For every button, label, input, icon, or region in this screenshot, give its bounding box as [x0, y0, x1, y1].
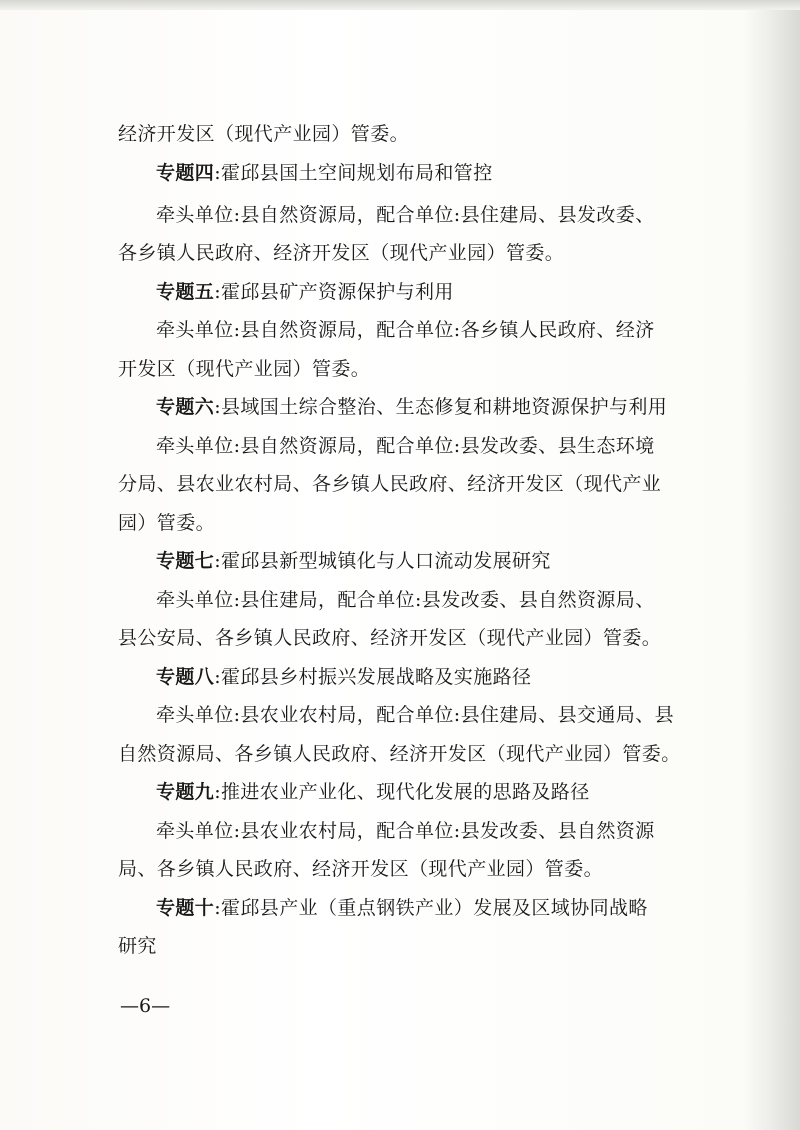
text-line: 开发区（现代产业园）管委。 [118, 358, 371, 380]
topic-title: :推进农业产业化、现代化发展的思路及路径 [214, 781, 590, 803]
topic-heading [156, 780, 590, 804]
text-line: 牵头单位:县住建局，配合单位:县发改委、县自然资源局、 [156, 589, 655, 611]
topic-heading [156, 665, 531, 689]
text-line: 局、各乡镇人民政府、经济开发区（现代产业园）管委。 [118, 858, 604, 880]
topic-label: 专题九 [156, 781, 215, 803]
topic-title: :霍邱县新型城镇化与人口流动发展研究 [214, 550, 551, 572]
topic-title: :霍邱县产业（重点钢铁产业）发展及区域协同战略 [214, 897, 648, 919]
text-line: 分局、县农业农村局、各乡镇人民政府、经济开发区（现代产业 [118, 473, 662, 495]
page-number: —6— [120, 995, 171, 1017]
topic-heading [156, 395, 667, 419]
topic-title: :霍邱县矿产资源保护与利用 [214, 281, 454, 303]
text-line: 经济开发区（现代产业园）管委。 [118, 123, 410, 145]
text-line: 牵头单位:县自然资源局，配合单位:各乡镇人民政府、经济 [156, 319, 655, 341]
text-line: 县公安局、各乡镇人民政府、经济开发区（现代产业园）管委。 [118, 627, 662, 649]
text-line: 牵头单位:县自然资源局，配合单位:县住建局、县发改委、 [156, 204, 655, 226]
topic-title: :县域国土综合整治、生态修复和耕地资源保护与利用 [214, 396, 668, 418]
text-line: 牵头单位:县农业农村局，配合单位:县发改委、县自然资源 [156, 820, 655, 842]
topic-label: 专题四 [156, 162, 215, 184]
topic-label: 专题七 [156, 550, 215, 572]
topic-label: 专题六 [156, 396, 215, 418]
topic-label: 专题八 [156, 666, 215, 688]
text-line: 自然资源局、各乡镇人民政府、经济开发区（现代产业园）管委。 [118, 743, 681, 765]
topic-heading [156, 549, 551, 573]
text-line: 研究 [118, 935, 157, 957]
scan-top-edge [0, 0, 800, 10]
topic-heading [156, 896, 648, 920]
topic-heading [156, 161, 493, 185]
topic-title: :霍邱县国土空间规划布局和管控 [214, 162, 493, 184]
text-line: 牵头单位:县自然资源局，配合单位:县发改委、县生态环境 [156, 435, 655, 457]
topic-label: 专题十 [156, 897, 215, 919]
topic-heading [156, 280, 454, 304]
text-line: 园）管委。 [118, 512, 216, 534]
text-line: 各乡镇人民政府、经济开发区（现代产业园）管委。 [118, 242, 565, 264]
topic-title: :霍邱县乡村振兴发展战略及实施路径 [214, 666, 532, 688]
text-line: 牵头单位:县农业农村局，配合单位:县住建局、县交通局、县 [156, 704, 675, 726]
topic-label: 专题五 [156, 281, 215, 303]
